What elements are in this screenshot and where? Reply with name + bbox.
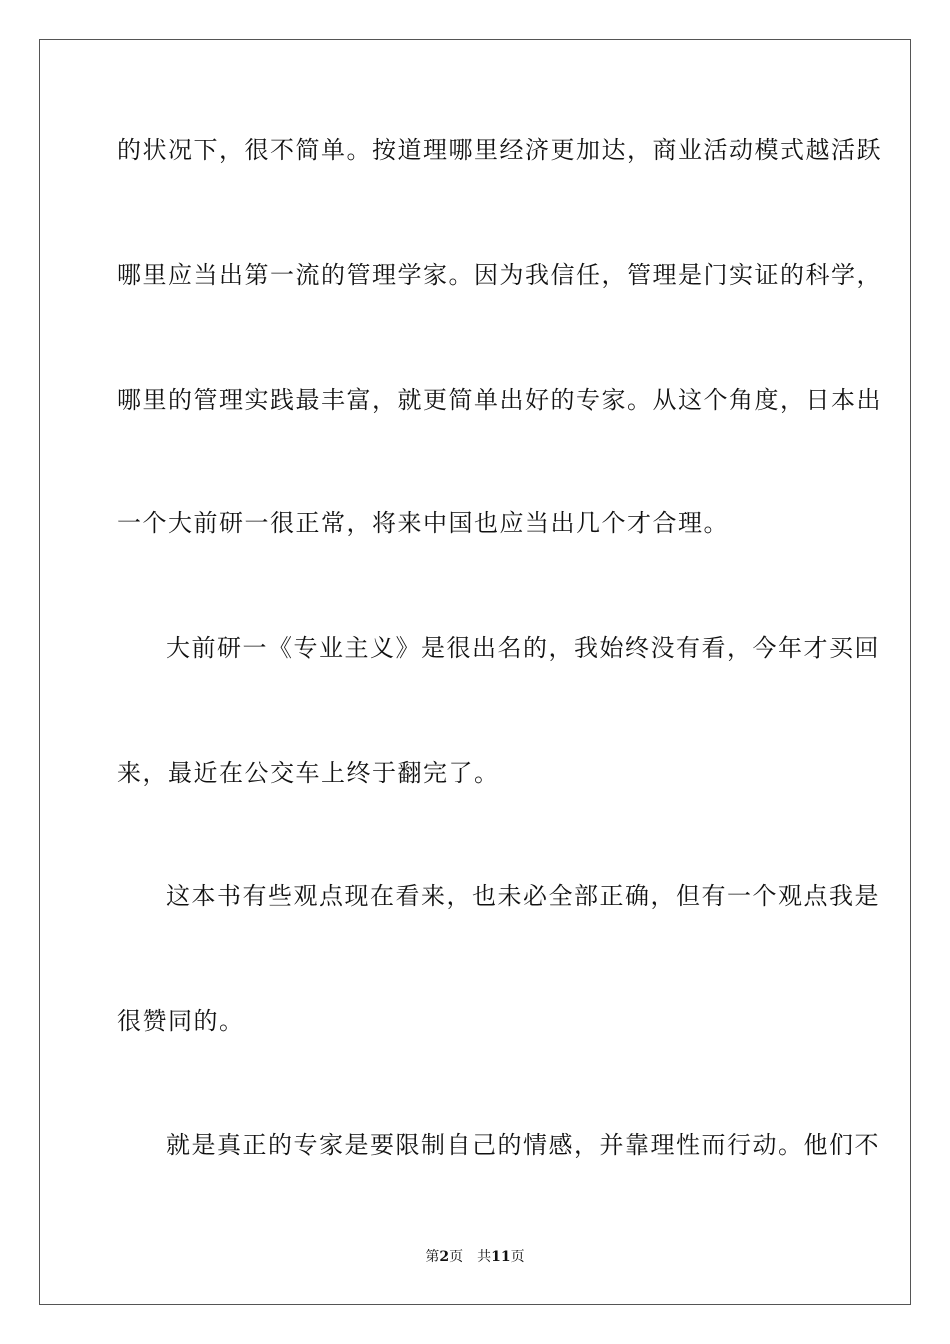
current-page-number: 2: [439, 1249, 450, 1265]
body-line: 哪里的管理实践最丰富，就更简单出好的专家。从这个角度，日本出: [117, 386, 882, 414]
paragraph-start-line: 就是真正的专家是要限制自己的情感，并靠理性而行动。他们不: [166, 1131, 880, 1159]
body-line: 哪里应当出第一流的管理学家。因为我信任，管理是门实证的科学，: [117, 261, 882, 289]
page-footer: [0, 1248, 950, 1266]
body-line: 很赞同的。: [117, 1007, 245, 1035]
page-prefix: 第: [425, 1249, 440, 1265]
total-prefix: 共: [477, 1249, 492, 1265]
paragraph-start-line: 这本书有些观点现在看来，也未必全部正确，但有一个观点我是: [166, 882, 880, 910]
body-line: 的状况下，很不简单。按道理哪里经济更加达，商业活动模式越活跃: [117, 136, 882, 164]
total-page-count: 11: [491, 1249, 511, 1265]
page-suffix: 页: [449, 1249, 464, 1265]
body-line: 来，最近在公交车上终于翻完了。: [117, 759, 500, 787]
paragraph-start-line: 大前研一《专业主义》是很出名的，我始终没有看，今年才买回: [166, 634, 880, 662]
body-line: 一个大前研一很正常，将来中国也应当出几个才合理。: [117, 509, 729, 537]
total-suffix: 页: [510, 1249, 525, 1265]
page-border: [39, 39, 911, 1305]
